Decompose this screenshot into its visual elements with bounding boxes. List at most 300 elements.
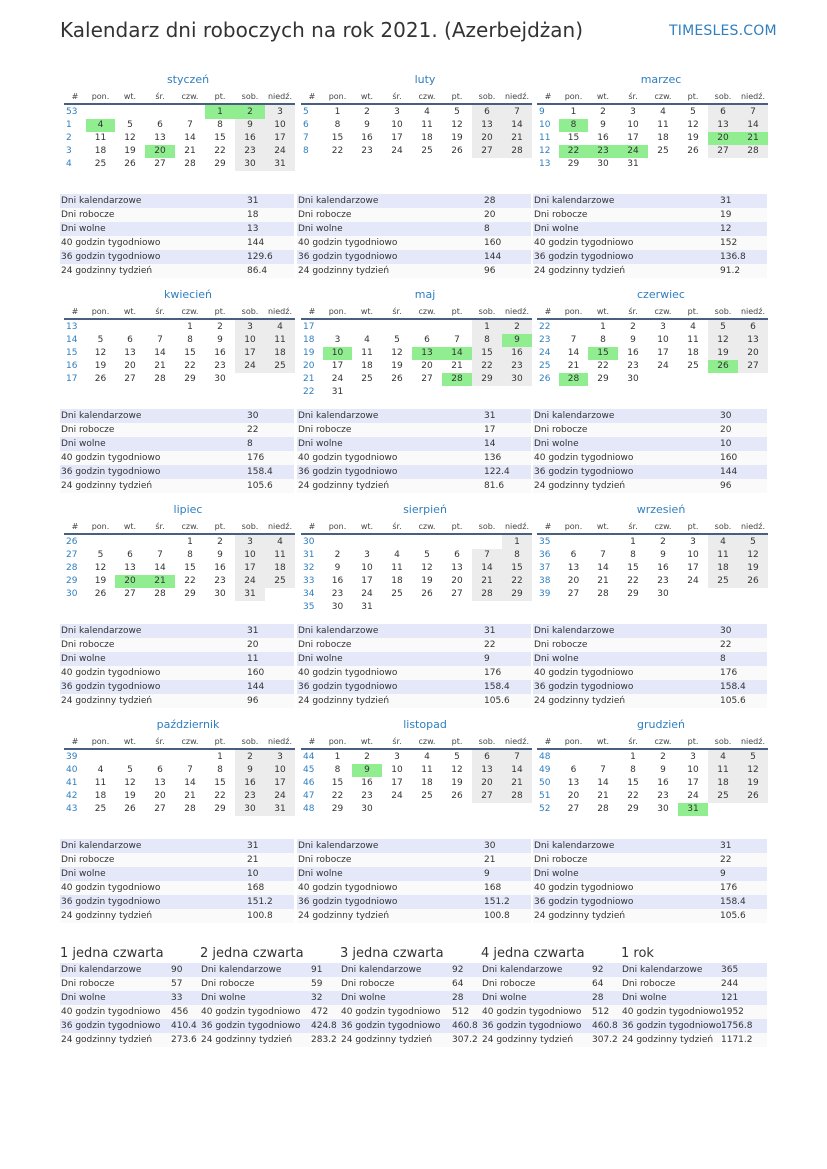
stats-row — [60, 839, 294, 853]
day-cell: 12 — [94, 563, 107, 573]
day-cell: 26 — [421, 589, 433, 599]
empty-cell — [382, 601, 412, 614]
stat-label: 40 godzin tygodniowo — [533, 881, 720, 895]
day-cell: 17 — [687, 563, 699, 573]
day-cell: 3 — [334, 335, 341, 345]
stats-row — [621, 977, 767, 991]
stats-row — [60, 465, 294, 479]
day-cell: 16 — [214, 563, 226, 573]
week-number: 45 — [303, 765, 315, 775]
day-cell: 1 — [334, 107, 341, 117]
day-cell: 28 — [154, 589, 166, 599]
weekday-header: pon. — [559, 91, 588, 104]
stat-label: Dni kalendarzowe — [297, 839, 484, 853]
weekday-header: pon. — [559, 736, 588, 749]
day-cell: 3 — [265, 749, 295, 764]
empty-cell — [678, 588, 708, 601]
weekday-header: czw. — [648, 736, 678, 749]
day-cell: 25 — [687, 361, 699, 371]
stat-label: Dni wolne — [533, 222, 720, 236]
stat-label: Dni wolne — [533, 437, 720, 451]
week-row — [301, 549, 532, 562]
stats-row — [533, 895, 767, 909]
stats-row — [533, 250, 767, 264]
stat-value: 105.6 — [720, 909, 767, 923]
day-cell: 23 — [235, 790, 265, 803]
stat-label: 36 godzin tygodniowo — [297, 680, 484, 694]
day-cell: 2 — [660, 537, 666, 547]
weekday-header: śr. — [618, 91, 648, 104]
empty-cell — [412, 534, 442, 549]
day-cell: 9 — [217, 335, 223, 345]
stat-value: 10 — [247, 867, 294, 881]
day-cell: 2 — [502, 319, 532, 334]
stat-value: 31 — [720, 839, 767, 853]
weekday-header: wt. — [115, 91, 145, 104]
day-cell: 3 — [235, 534, 265, 549]
day-cell: 10 — [361, 563, 373, 573]
stat-label: Dni kalendarzowe — [533, 194, 720, 208]
day-cell: 3 — [660, 322, 666, 332]
weekday-header: niedź. — [502, 91, 532, 104]
weekday-header: czw. — [412, 306, 442, 319]
stat-label: Dni wolne — [60, 867, 247, 881]
week-number: 23 — [539, 335, 551, 345]
stats-row — [60, 236, 294, 250]
weekday-header: śr. — [145, 736, 175, 749]
stat-value: 456 — [171, 1005, 200, 1019]
empty-cell — [559, 319, 588, 334]
stats-row — [60, 895, 294, 909]
week-row — [301, 319, 532, 334]
day-cell: 20 — [124, 361, 136, 371]
week-row — [301, 562, 532, 575]
day-cell: 28 — [184, 804, 196, 814]
day-cell: 23 — [331, 589, 344, 599]
stat-label: Dni robocze — [60, 208, 247, 222]
day-cell: 6 — [157, 765, 163, 775]
empty-cell — [175, 749, 205, 764]
day-cell: 8 — [334, 120, 341, 130]
weekday-header: sob. — [472, 736, 502, 749]
day-cell: 29 — [627, 589, 639, 599]
week-row — [64, 132, 295, 145]
empty-cell — [588, 534, 618, 549]
day-cell: 15 — [214, 133, 226, 143]
day-cell: 13 — [154, 778, 166, 788]
weekday-header: wt. — [352, 521, 382, 534]
day-cell: 6 — [424, 335, 430, 345]
stat-label: 40 godzin tygodniowo — [297, 451, 484, 465]
day-cell: 18 — [361, 361, 373, 371]
day-cell: 22 — [559, 145, 588, 158]
stat-label: 36 godzin tygodniowo — [533, 895, 720, 909]
summary-block — [340, 945, 481, 1047]
day-cell: 7 — [502, 749, 532, 764]
day-cell: 14 — [597, 778, 609, 788]
day-cell: 26 — [124, 804, 136, 814]
stat-value: 1952 — [721, 1005, 767, 1019]
day-cell: 11 — [708, 764, 738, 777]
stat-label: Dni wolne — [340, 991, 452, 1005]
week-number: 18 — [303, 335, 315, 345]
day-cell: 2 — [235, 104, 265, 119]
day-cell: 30 — [214, 589, 226, 599]
empty-cell — [738, 158, 768, 171]
day-cell: 14 — [154, 348, 166, 358]
day-cell: 11 — [687, 335, 699, 345]
day-cell: 29 — [472, 373, 502, 386]
stats-row — [481, 1019, 621, 1033]
week-number: 21 — [303, 374, 315, 384]
brand-link[interactable]: TIMESLES.COM — [669, 23, 777, 39]
stat-value: 176 — [247, 451, 294, 465]
week-row — [537, 534, 768, 549]
stats-row — [60, 222, 294, 236]
stats-row — [533, 694, 767, 708]
stat-label: 24 godzinny tydzień — [533, 909, 720, 923]
day-cell: 9 — [660, 550, 666, 560]
week-row — [64, 803, 295, 816]
weekday-header: # — [301, 306, 323, 319]
day-cell: 23 — [214, 576, 226, 586]
stat-value: 21 — [484, 853, 531, 867]
day-cell: 29 — [597, 374, 609, 384]
day-cell: 25 — [94, 804, 107, 814]
stats-row — [297, 853, 531, 867]
day-cell: 10 — [687, 765, 699, 775]
empty-cell — [588, 749, 618, 764]
weekday-header: pt. — [442, 736, 472, 749]
stat-value: 244 — [721, 977, 767, 991]
stat-value: 31 — [247, 839, 294, 853]
stats-row — [200, 991, 340, 1005]
stat-value: 512 — [592, 1005, 621, 1019]
weekday-header: czw. — [412, 736, 442, 749]
stat-value: 472 — [311, 1005, 340, 1019]
stat-label: 40 godzin tygodniowo — [60, 881, 247, 895]
day-cell: 30 — [657, 589, 669, 599]
day-cell: 7 — [570, 335, 577, 345]
stats-row — [533, 409, 767, 423]
empty-cell — [382, 803, 412, 816]
weekday-header: śr. — [618, 306, 648, 319]
stats-row — [297, 652, 531, 666]
day-cell: 8 — [187, 335, 193, 345]
day-cell: 5 — [394, 335, 400, 345]
day-cell: 14 — [184, 133, 196, 143]
day-cell: 6 — [708, 104, 738, 119]
day-cell: 13 — [412, 347, 442, 360]
month-stats-table — [297, 839, 531, 923]
stat-value: 152 — [720, 236, 767, 250]
stat-label: 36 godzin tygodniowo — [533, 250, 720, 264]
day-cell: 6 — [570, 550, 577, 560]
day-cell: 26 — [391, 374, 403, 384]
stats-row — [621, 991, 767, 1005]
week-row — [301, 104, 532, 119]
week-row — [301, 334, 532, 347]
week-row — [537, 360, 768, 373]
stat-label: Dni wolne — [60, 437, 247, 451]
week-row — [64, 764, 295, 777]
stat-value: 512 — [452, 1005, 481, 1019]
day-cell: 30 — [597, 159, 609, 169]
day-cell: 18 — [657, 133, 669, 143]
stat-label: Dni kalendarzowe — [297, 194, 484, 208]
stat-label: Dni kalendarzowe — [60, 963, 171, 977]
week-row — [537, 104, 768, 119]
day-cell: 12 — [124, 133, 136, 143]
week-number: 47 — [303, 791, 315, 801]
stat-value: 121 — [721, 991, 767, 1005]
week-row — [537, 549, 768, 562]
month-calendar — [537, 717, 766, 816]
day-cell: 4 — [424, 752, 430, 762]
day-cell: 24 — [687, 576, 699, 586]
day-cell: 21 — [184, 791, 196, 801]
day-cell: 6 — [454, 550, 460, 560]
day-cell: 12 — [94, 348, 107, 358]
empty-cell — [502, 601, 532, 614]
day-cell: 14 — [597, 563, 609, 573]
stat-label: Dni kalendarzowe — [621, 963, 721, 977]
day-cell: 6 — [738, 319, 768, 334]
day-cell: 22 — [597, 361, 609, 371]
week-row — [64, 575, 295, 588]
day-cell: 18 — [421, 778, 433, 788]
week-number: 17 — [303, 322, 315, 332]
stat-label: 40 godzin tygodniowo — [60, 236, 247, 250]
day-cell: 11 — [265, 549, 295, 562]
day-cell: 25 — [265, 360, 295, 373]
day-cell: 5 — [127, 765, 133, 775]
summary-title: 1 jedna czwarta — [60, 946, 164, 961]
stat-label: Dni kalendarzowe — [60, 624, 247, 638]
day-cell: 7 — [738, 104, 768, 119]
empty-cell — [86, 749, 115, 764]
stat-value: 13 — [247, 222, 294, 236]
day-cell: 13 — [124, 563, 136, 573]
week-row — [301, 777, 532, 790]
weekday-header: sob. — [235, 736, 265, 749]
stat-label: 40 godzin tygodniowo — [297, 881, 484, 895]
day-cell: 8 — [187, 550, 193, 560]
stats-row — [340, 1005, 481, 1019]
day-cell: 16 — [597, 133, 609, 143]
summary-title: 3 jedna czwarta — [340, 946, 444, 961]
stat-value: 96 — [247, 694, 294, 708]
day-cell: 11 — [421, 765, 433, 775]
week-number: 29 — [66, 576, 78, 586]
day-cell: 23 — [361, 791, 373, 801]
stat-label: 24 godzinny tydzień — [60, 479, 247, 493]
day-cell: 13 — [567, 563, 580, 573]
day-cell: 19 — [124, 146, 136, 156]
stat-label: Dni robocze — [60, 977, 171, 991]
empty-cell — [265, 588, 295, 601]
month-name: wrzesień — [636, 503, 686, 516]
day-cell: 1 — [630, 537, 636, 547]
stat-value: 460.8 — [592, 1019, 621, 1033]
day-cell: 5 — [690, 107, 696, 117]
week-number: 51 — [539, 791, 551, 801]
day-cell: 31 — [678, 803, 708, 816]
day-cell: 11 — [657, 120, 669, 130]
day-cell: 10 — [235, 549, 265, 562]
day-cell: 8 — [630, 765, 636, 775]
week-number: 39 — [66, 752, 78, 762]
empty-cell — [382, 386, 412, 399]
month-calendar — [64, 287, 293, 386]
stat-label: Dni kalendarzowe — [200, 963, 311, 977]
empty-cell — [559, 749, 588, 764]
empty-cell — [559, 534, 588, 549]
week-number: 22 — [539, 322, 551, 332]
summary-block — [621, 945, 767, 1047]
stat-value: 283.2 — [311, 1033, 340, 1047]
day-cell: 8 — [502, 549, 532, 562]
stat-label: 40 godzin tygodniowo — [297, 236, 484, 250]
weekday-header: sob. — [708, 306, 738, 319]
day-cell: 20 — [567, 791, 580, 801]
day-cell: 17 — [657, 348, 669, 358]
week-number: 37 — [539, 563, 551, 573]
day-cell: 6 — [127, 335, 133, 345]
day-cell: 4 — [265, 534, 295, 549]
day-cell: 23 — [588, 145, 618, 158]
stat-value: 32 — [311, 991, 340, 1005]
day-cell: 25 — [708, 790, 738, 803]
weekday-header: wt. — [352, 736, 382, 749]
day-cell: 22 — [331, 146, 344, 156]
weekday-header: wt. — [352, 91, 382, 104]
day-cell: 15 — [472, 347, 502, 360]
stat-label: Dni robocze — [340, 977, 452, 991]
stat-value: 136 — [484, 451, 531, 465]
weekday-header: wt. — [588, 521, 618, 534]
empty-cell — [648, 373, 678, 386]
stat-value: 9 — [720, 867, 767, 881]
stat-label: 24 godzinny tydzień — [533, 694, 720, 708]
empty-cell — [708, 588, 738, 601]
stat-value: 31 — [720, 194, 767, 208]
day-cell: 31 — [265, 803, 295, 816]
stat-value: 31 — [484, 624, 531, 638]
stat-label: 24 godzinny tydzień — [533, 479, 720, 493]
stats-row — [533, 423, 767, 437]
stats-row — [60, 423, 294, 437]
stat-value: 105.6 — [247, 479, 294, 493]
month-name: październik — [156, 718, 220, 731]
weekday-header: pt. — [442, 91, 472, 104]
stats-row — [60, 853, 294, 867]
day-cell: 12 — [421, 563, 433, 573]
day-cell: 28 — [502, 145, 532, 158]
day-cell: 23 — [235, 145, 265, 158]
stat-label: Dni wolne — [60, 991, 171, 1005]
stat-value: 91.2 — [720, 264, 767, 278]
stat-label: Dni kalendarzowe — [60, 194, 247, 208]
day-cell: 12 — [451, 120, 463, 130]
stat-value: 168 — [484, 881, 531, 895]
stat-value: 8 — [484, 222, 531, 236]
stat-value: 21 — [247, 853, 294, 867]
day-cell: 14 — [184, 778, 196, 788]
day-cell: 10 — [627, 120, 639, 130]
day-cell: 18 — [265, 562, 295, 575]
stat-value: 158.4 — [720, 680, 767, 694]
day-cell: 22 — [627, 576, 639, 586]
day-cell: 26 — [94, 374, 107, 384]
stat-value: 176 — [720, 881, 767, 895]
stat-value: 160 — [484, 236, 531, 250]
day-cell: 24 — [657, 361, 669, 371]
week-row — [537, 790, 768, 803]
stats-row — [200, 963, 340, 977]
day-cell: 5 — [454, 107, 460, 117]
week-row — [64, 319, 295, 334]
day-cell: 31 — [265, 158, 295, 171]
stats-row — [481, 977, 621, 991]
day-cell: 19 — [687, 133, 699, 143]
stat-value: 424.8 — [311, 1019, 340, 1033]
empty-cell — [472, 601, 502, 614]
day-cell: 27 — [738, 360, 768, 373]
day-cell: 1 — [187, 537, 193, 547]
day-cell: 21 — [154, 361, 166, 371]
week-row — [301, 347, 532, 360]
stat-label: Dni kalendarzowe — [297, 409, 484, 423]
weekday-header: sob. — [472, 306, 502, 319]
day-cell: 31 — [235, 588, 265, 601]
day-cell: 22 — [331, 791, 344, 801]
stat-label: 24 godzinny tydzień — [60, 1033, 171, 1047]
weekday-header: śr. — [618, 521, 648, 534]
empty-cell — [145, 319, 175, 334]
stat-label: 40 godzin tygodniowo — [533, 236, 720, 250]
day-cell: 5 — [97, 550, 104, 560]
day-cell: 17 — [391, 133, 403, 143]
stats-row — [533, 680, 767, 694]
week-row — [301, 373, 532, 386]
empty-cell — [442, 601, 472, 614]
weekday-header: pon. — [323, 521, 352, 534]
day-cell: 20 — [421, 361, 433, 371]
weekday-header: # — [537, 736, 559, 749]
week-row — [301, 588, 532, 601]
stat-value: 96 — [484, 264, 531, 278]
month-name: czerwiec — [637, 288, 685, 301]
stats-row — [533, 909, 767, 923]
week-number: 50 — [539, 778, 551, 788]
empty-cell — [145, 104, 175, 119]
day-cell: 20 — [472, 132, 502, 145]
week-row — [301, 145, 532, 158]
stat-value: 86.4 — [247, 264, 294, 278]
stat-value: 30 — [720, 409, 767, 423]
stat-value: 100.8 — [484, 909, 531, 923]
weekday-header: sob. — [235, 306, 265, 319]
stat-value: 64 — [592, 977, 621, 991]
weekday-header: czw. — [175, 521, 205, 534]
empty-cell — [352, 534, 382, 549]
empty-cell — [86, 104, 115, 119]
stats-row — [297, 666, 531, 680]
stat-value: 160 — [247, 666, 294, 680]
stats-row — [297, 867, 531, 881]
stat-label: 36 godzin tygodniowo — [622, 1021, 721, 1031]
